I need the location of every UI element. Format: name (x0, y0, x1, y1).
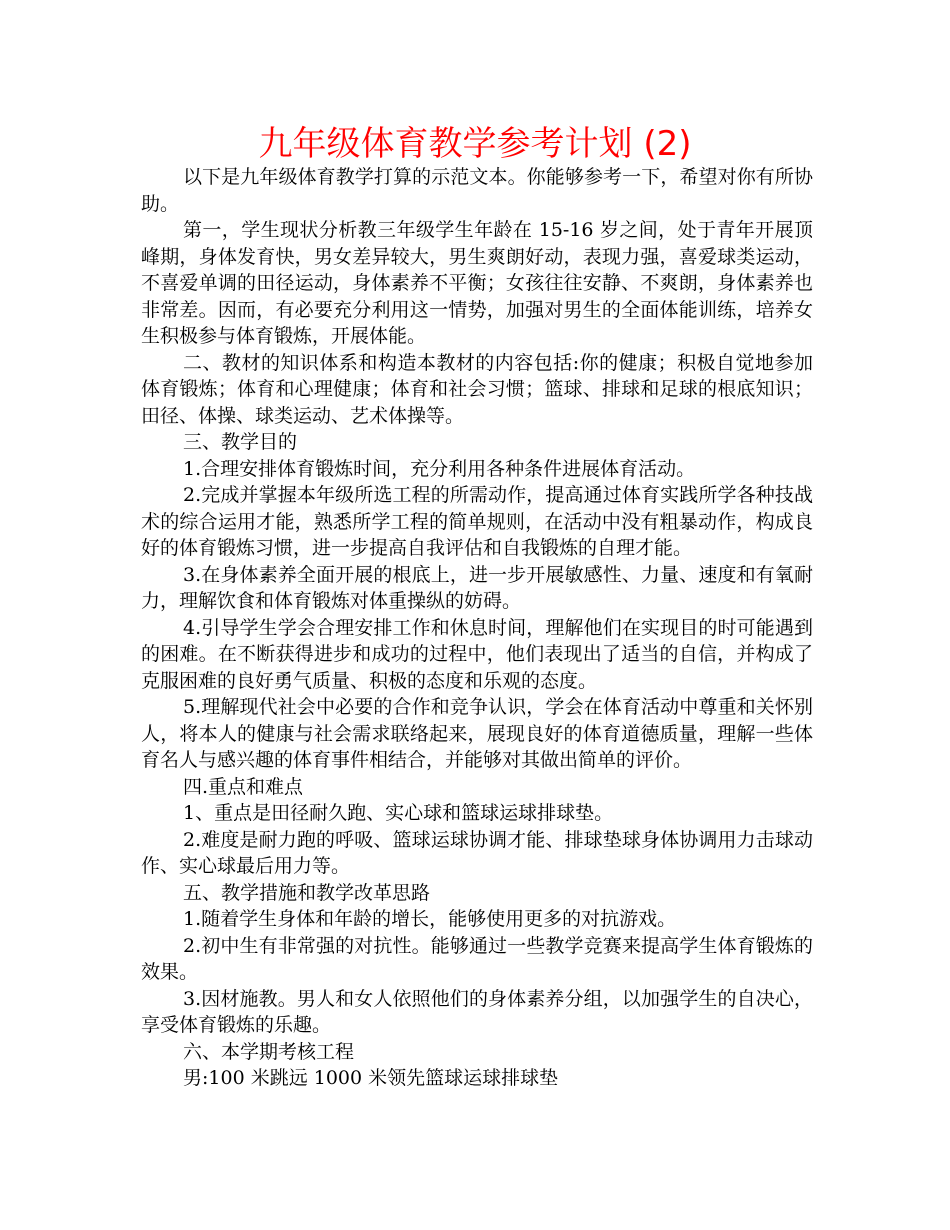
goal-item-3: 3.在身体素养全面开展的根底上，进一步开展敏感性、力量、速度和有氧耐力，理解饮食和体育锻炼对体重操纵的妨碍。 (141, 563, 813, 612)
paragraph-intro: 以下是九年级体育教学打算的示范文本。你能够参考一下，希望对你有所协助。 (141, 166, 813, 215)
goal-item-1: 1.合理安排体育锻炼时间，充分利用各种条件进展体育活动。 (183, 457, 696, 480)
measure-item-2: 2.初中生有非常强的对抗性。能够通过一些教学竞赛来提高学生体育锻炼的效果。 (141, 934, 813, 983)
heading-teaching-goals: 三、教学目的 (183, 431, 298, 453)
document-body (141, 164, 813, 1092)
key-point-2: 2.难度是耐力跑的呼吸、篮球运球协调才能、排球垫球身体协调用力击球动作、实心球最后用力等。 (141, 828, 813, 877)
measure-item-1: 1.随着学生身体和年龄的增长，能够使用更多的对抗游戏。 (183, 908, 677, 930)
key-point-1: 1、重点是田径耐久跑、实心球和篮球运球排球垫。 (183, 802, 614, 824)
goal-item-2: 2.完成并掌握本年级所选工程的所需动作，提高通过体育实践所学各种技战术的综合运用才能，熟悉所学工程的简单规则，在活动中没有粗暴动作，构成良好的体育锻炼习惯，进一步提高自我评估和自我锻炼的自理才能。 (141, 484, 813, 559)
measure-item-3: 3.因材施教。男人和女人依照他们的身体素养分组，以加强学生的自决心，享受体育锻炼的乐趣。 (141, 987, 813, 1036)
heading-assessment: 六、本学期考核工程 (183, 1040, 355, 1063)
paragraph-student-analysis: 第一，学生现状分析教三年级学生年龄在 15-16 岁之间，处于青年开展顶峰期，身体发育快，男女差异较大，男生爽朗好动，表现力强，喜爱球类运动，不喜爱单调的田径运动，身体素养不平衡；女孩往往安静、不爽朗，身体素养也非常差。因而，有必要充分利用这一情势，加强对男生的全面体能训练，培养女生积极参与体育锻炼，开展体能。 (141, 219, 813, 347)
assessment-male: 男:100 米跳远 1000 米领先篮球运球排球垫 (183, 1067, 559, 1089)
heading-key-points: 四.重点和难点 (183, 775, 304, 798)
document-title: 九年级体育教学参考计划 (2) (258, 124, 692, 164)
heading-teaching-measures: 五、教学措施和教学改革思路 (183, 881, 431, 904)
goal-item-4: 4.引导学生学会合理安排工作和休息时间，理解他们在实现目的时可能遇到的困难。在不断获得进步和成功的过程中，他们表现出了适当的自信，并构成了克服困难的良好勇气质量、积极的态度和乐观的态度。 (141, 616, 813, 692)
goal-item-5: 5.理解现代社会中必要的合作和竞争认识，学会在体育活动中尊重和关怀别人，将本人的健康与社会需求联络起来，展现良好的体育道德质量，理解一些体育名人与感兴趣的体育事件相结合，并能够对其做出简单的评价。 (141, 696, 813, 771)
paragraph-textbook-system: 二、教材的知识体系和构造本教材的内容包括:你的健康；积极自觉地参加体育锻炼；体育和心理健康；体育和社会习惯；篮球、排球和足球的根底知识；田径、体操、球类运动、艺术体操等。 (141, 351, 813, 427)
